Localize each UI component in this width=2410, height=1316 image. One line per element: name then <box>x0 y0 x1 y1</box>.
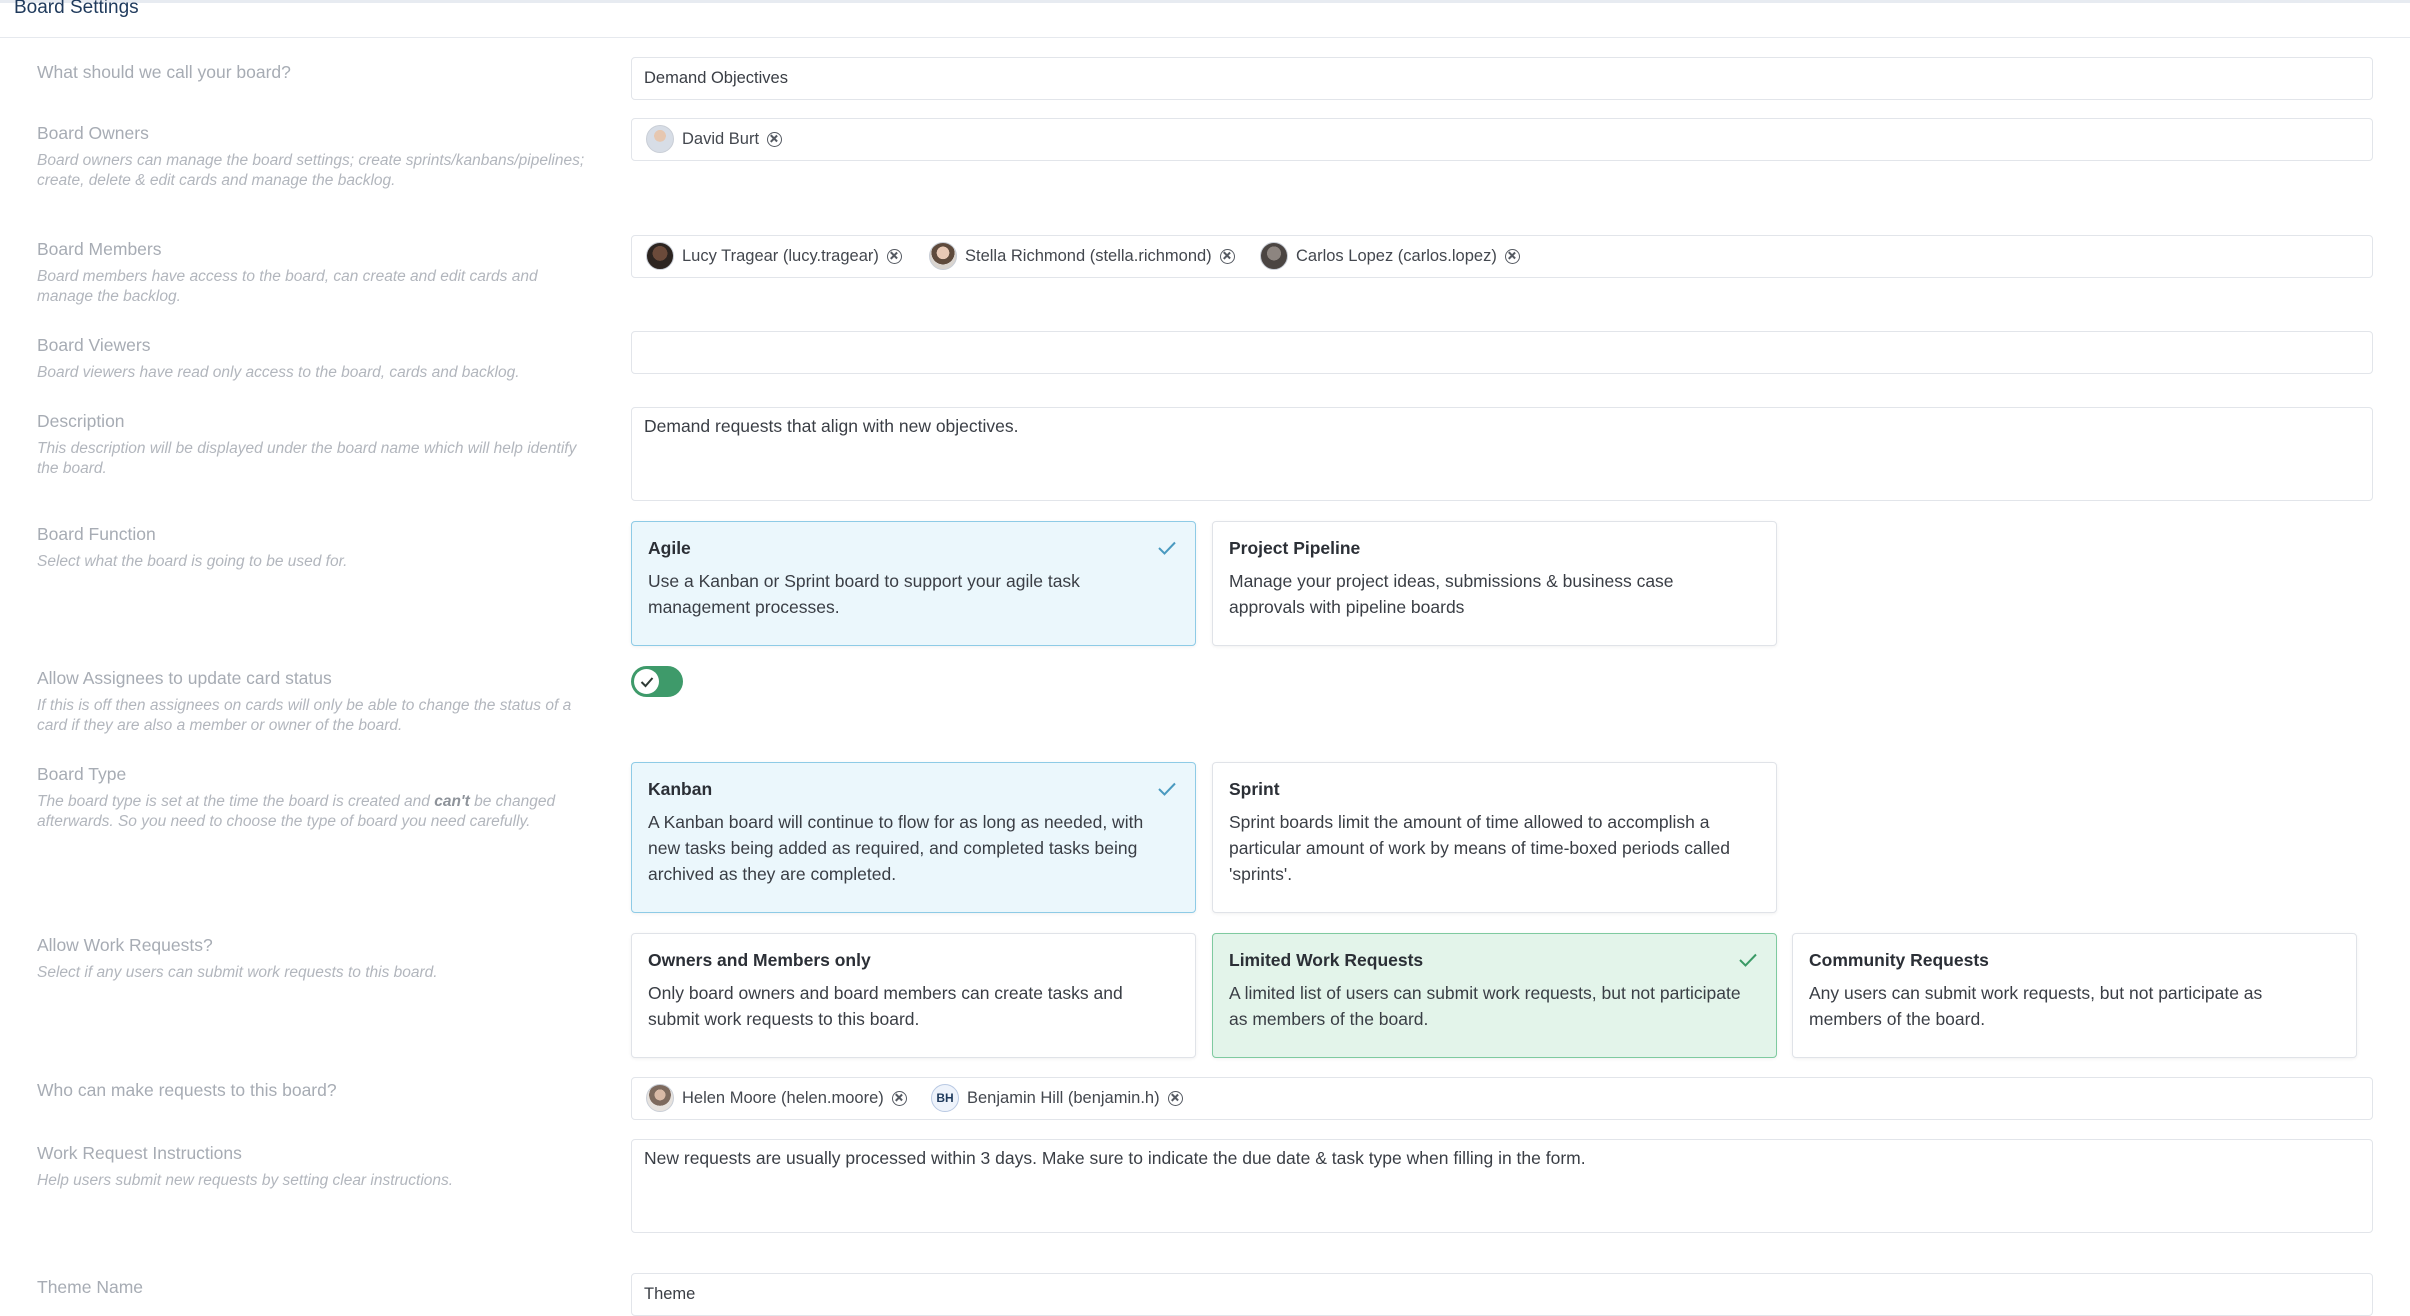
requesters-label: Who can make requests to this board? <box>37 1080 337 1100</box>
toggle-knob <box>634 669 659 694</box>
requests-option-limited[interactable] <box>1212 933 1777 1058</box>
function-option-pipeline[interactable] <box>1212 521 1777 646</box>
board-name-label: What should we call your board? <box>37 62 291 82</box>
owner-chip <box>646 124 782 154</box>
remove-chip-icon[interactable] <box>1505 249 1520 264</box>
avatar <box>646 1084 674 1112</box>
assignees-toggle[interactable] <box>631 666 683 697</box>
option-desc: Any users can submit work requests, but not participate as members of the board. <box>1809 983 2263 1029</box>
viewers-help: Board viewers have read only access to the board, cards and backlog. <box>37 364 520 381</box>
board-name-value: Demand Objectives <box>644 69 788 87</box>
function-option-agile[interactable] <box>631 521 1196 646</box>
theme-label: Theme Name <box>37 1277 144 1297</box>
board-function-help: Select what the board is going to be used for. <box>37 553 348 570</box>
check-icon <box>1157 540 1177 556</box>
requesters-input[interactable] <box>631 1077 2373 1120</box>
instructions-value: New requests are usually processed within 3 days. Make sure to indicate the due date & task type when filling in the form. <box>644 1148 1586 1168</box>
remove-chip-icon[interactable] <box>1168 1091 1183 1106</box>
description-help: This description will be displayed under the board name which will help identify the board. <box>37 440 577 477</box>
option-title: Owners and Members only <box>648 950 871 970</box>
remove-chip-icon[interactable] <box>767 132 782 147</box>
check-icon <box>1738 952 1758 968</box>
chip-label: Lucy Tragear (lucy.tragear) <box>682 246 879 265</box>
check-icon <box>640 676 654 688</box>
requester-chip <box>931 1083 1183 1113</box>
instructions-label: Work Request Instructions <box>37 1143 242 1163</box>
member-chip <box>929 241 1235 271</box>
members-help: Board members have access to the board, can create and edit cards and manage the backlog. <box>37 268 538 305</box>
type-option-sprint[interactable] <box>1212 762 1777 913</box>
members-input[interactable] <box>631 235 2373 278</box>
member-chip <box>646 241 902 271</box>
option-title: Project Pipeline <box>1229 538 1361 558</box>
page-header <box>0 0 2410 38</box>
avatar <box>646 125 674 153</box>
option-title: Agile <box>648 538 691 558</box>
description-label: Description <box>37 411 125 431</box>
avatar <box>929 242 957 270</box>
option-title: Community Requests <box>1809 950 1989 970</box>
option-desc: A limited list of users can submit work requests, but not participate as members of the board. <box>1229 983 1741 1029</box>
work-requests-help: Select if any users can submit work requests to this board. <box>37 964 438 981</box>
chip-label: Benjamin Hill (benjamin.h) <box>967 1088 1160 1107</box>
board-type-label: Board Type <box>37 764 127 784</box>
page-title: Board Settings <box>14 0 139 18</box>
remove-chip-icon[interactable] <box>892 1091 907 1106</box>
owners-label: Board Owners <box>37 123 149 143</box>
theme-value: Theme <box>644 1285 696 1303</box>
chip-label: Helen Moore (helen.moore) <box>682 1088 884 1107</box>
viewers-label: Board Viewers <box>37 335 151 355</box>
avatar <box>646 242 674 270</box>
owners-help: Board owners can manage the board settings; create sprints/kanbans/pipelines; create, delete & edit cards and manage the backlog. <box>37 152 585 189</box>
requester-chip <box>646 1083 907 1113</box>
option-desc: Only board owners and board members can create tasks and submit work requests to this board. <box>648 983 1123 1029</box>
theme-input[interactable] <box>631 1273 2373 1316</box>
work-requests-label: Allow Work Requests? <box>37 935 213 955</box>
avatar: BH <box>931 1084 959 1112</box>
remove-chip-icon[interactable] <box>887 249 902 264</box>
description-textarea[interactable] <box>631 407 2373 501</box>
option-desc: A Kanban board will continue to flow for as long as needed, with new tasks being added as required, and completed tasks being archived as they are completed. <box>648 812 1144 884</box>
option-desc: Manage your project ideas, submissions & business case approvals with pipeline boards <box>1229 571 1674 617</box>
description-value: Demand requests that align with new objectives. <box>644 416 1019 436</box>
board-type-help: The board type is set at the time the board is created and can't be changed afterwards. So you need to choose the type of board you need carefully. <box>37 793 556 830</box>
check-icon <box>1157 781 1177 797</box>
requests-option-community[interactable] <box>1792 933 2357 1058</box>
option-title: Kanban <box>648 779 713 799</box>
member-chip <box>1260 241 1520 271</box>
chip-label: David Burt <box>682 129 760 148</box>
type-option-kanban[interactable] <box>631 762 1196 913</box>
assignees-toggle-label: Allow Assignees to update card status <box>37 668 332 688</box>
instructions-textarea[interactable] <box>631 1139 2373 1233</box>
board-name-input[interactable] <box>631 57 2373 100</box>
option-title: Limited Work Requests <box>1229 950 1424 970</box>
chip-label: Stella Richmond (stella.richmond) <box>965 246 1212 265</box>
remove-chip-icon[interactable] <box>1220 249 1235 264</box>
option-title: Sprint <box>1229 779 1280 799</box>
option-desc: Use a Kanban or Sprint board to support your agile task management processes. <box>648 571 1080 617</box>
requests-option-owners-members[interactable] <box>631 933 1196 1058</box>
members-label: Board Members <box>37 239 162 259</box>
instructions-help: Help users submit new requests by setting clear instructions. <box>37 1172 454 1189</box>
chip-label: Carlos Lopez (carlos.lopez) <box>1296 246 1497 265</box>
viewers-input[interactable] <box>631 331 2373 374</box>
owners-input[interactable] <box>631 118 2373 161</box>
option-desc: Sprint boards limit the amount of time allowed to accomplish a particular amount of work by means of time-boxed periods called 'sprints'. <box>1229 812 1730 884</box>
board-function-label: Board Function <box>37 524 156 544</box>
assignees-toggle-help: If this is off then assignees on cards will only be able to change the status of a card if they are also a member or owner of the board. <box>37 697 572 734</box>
avatar <box>1260 242 1288 270</box>
